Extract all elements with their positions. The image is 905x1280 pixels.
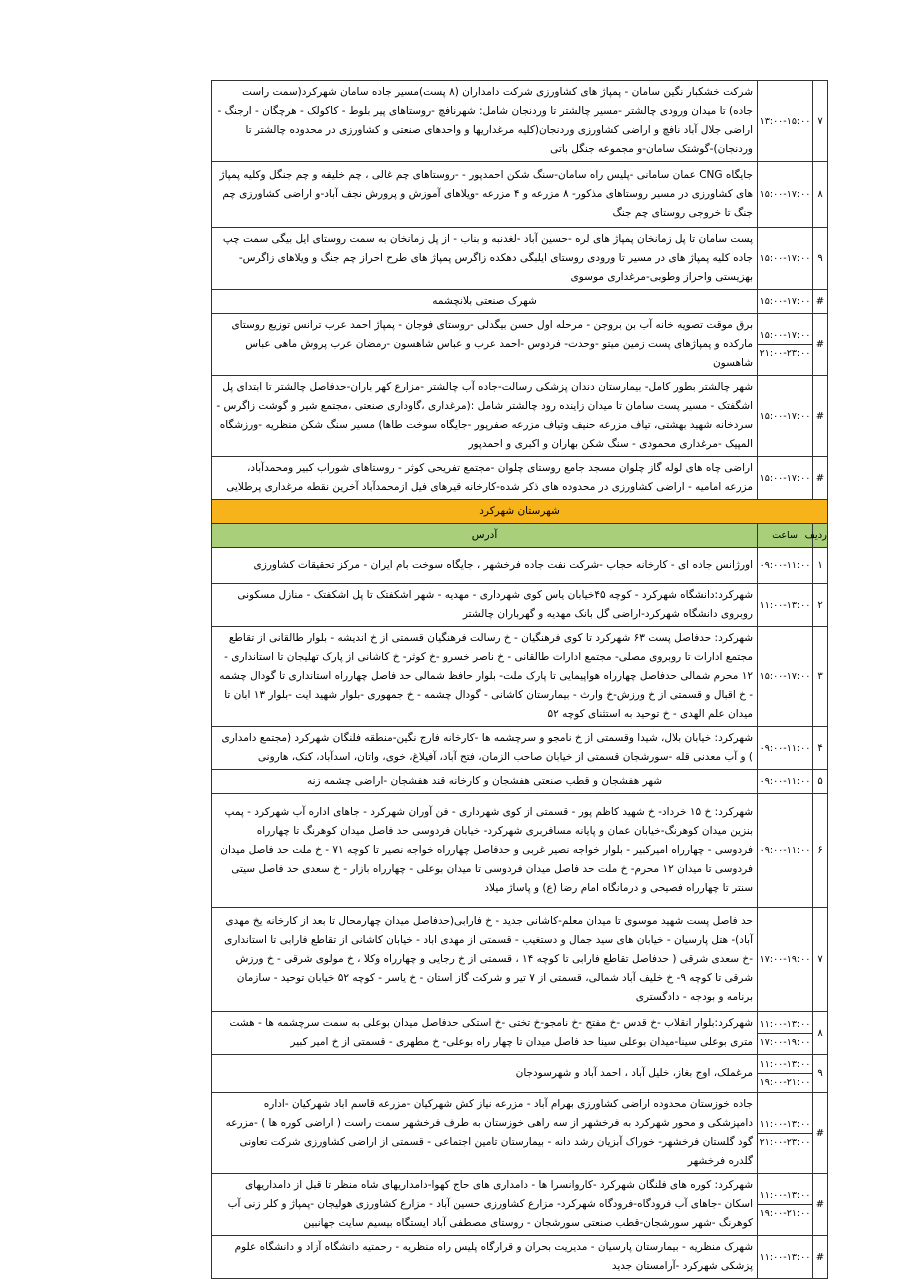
time-cell xyxy=(758,727,813,770)
time-range: ۱۵:۰۰-۱۷:۰۰ xyxy=(759,189,811,200)
time-cell xyxy=(758,376,813,457)
time-cell xyxy=(758,584,813,627)
address-cell: شرکت خشکبار نگین سامان - پمپاژ های کشاورزی شرکت دامداران (۸ پست)مسیر جاده سامان شهرکرد(سمت راست جاده) تا میدان ورودی چالشتر -مسیر چالشتر تا وردنجان شامل: شهرنافچ -روستاهای پیر بلوط - کاکولک - هرچگان - ارجنگ - اراضی جلال آباد نافچ و اراضی کشاورزی وردنجان(کلیه مرغداریها و واحدهای صنعتی و کشاورزی در محدوده چالشتر تا وردنجان)-گوشتک سامان-و مجموعه جنگل باتی xyxy=(212,81,758,162)
time-range: ۰۹:۰۰-۱۱:۰۰ xyxy=(759,560,811,571)
address-cell: مرغملک، اوج بغاز، خلیل آباد ، احمد آباد و شهرسودجان xyxy=(212,1055,758,1093)
time-cell xyxy=(758,1093,813,1174)
time-cell xyxy=(758,1174,813,1236)
row-number: # xyxy=(813,290,828,314)
time-cell xyxy=(758,228,813,290)
table-row xyxy=(212,1174,828,1236)
time-range: ۱۹:۰۰-۲۱:۰۰ xyxy=(758,1073,812,1091)
time-range: ۱۱:۰۰-۱۳:۰۰ xyxy=(759,1251,811,1263)
table-row xyxy=(212,1012,828,1055)
time-range: ۱۵:۰۰-۱۷:۰۰ xyxy=(759,410,811,422)
row-number: ۷ xyxy=(813,81,828,162)
table-row xyxy=(212,1055,828,1093)
time-range: ۱۹:۰۰-۲۱:۰۰ xyxy=(758,1204,812,1222)
time-cell xyxy=(758,1055,813,1093)
row-number: ۵ xyxy=(813,770,828,794)
table-row xyxy=(212,457,828,500)
time-cell xyxy=(758,548,813,584)
header-time: ساعت xyxy=(758,524,813,548)
time-range: ۱۵:۰۰-۱۷:۰۰ xyxy=(759,671,811,682)
county-title: شهرستان شهرکرد xyxy=(212,500,828,524)
row-number: # xyxy=(813,314,828,376)
time-range: ۰۹:۰۰-۱۱:۰۰ xyxy=(759,742,811,754)
address-cell: شهرکرد: خ ۱۵ خرداد- خ شهید کاظم پور - قسمتی از کوی شهرداری - فن آوران شهرکرد - جاهای اداره آب شهرکرد - پمپ بنزین میدان کوهرنگ-خیابان عمان و پایانه مسافربری شهرکرد- خیابان فردوسی حد فاصل میدان کوهرنگ تا چهارراه فردوسی - چهارراه امیرکبیر - بلوار خواجه نصیر غربی و حدفاصل چهارراه خواجه نصیر تا کوچه ۷۱ - خ ملت حد فاصل میدان فردوسی تا میدان ۱۲ محرم- خ ملت حد فاصل میدان فردوسی تا میدان بوعلی - چهارراه بازار - خ سعدی حد فاصل سیتی سنتر تا چهارراه فصیحی و درمانگاه امام رضا (ع) و پاساژ میلاد xyxy=(212,794,758,908)
header-row-number: ردیف xyxy=(813,524,828,548)
address-cell: برق موقت تصویه خانه آب بن بروجن - مرحله اول حسن بیگدلی -روستای فوجان - پمپاژ احمد عرب ترانس توزیع روستای مارکده و پمپاژهای پست زمین میتو -وحدت- فردوس -احمد عرب و عباس شاهسون -رمضان عرب پروش ماهی عباس شاهسون xyxy=(212,314,758,376)
address-cell: اورژانس جاده ای - کارخانه حجاب -شرکت نفت جاده فرخشهر ، جایگاه سوخت بام ایران - مرکز تحقیقات کشاورزی xyxy=(212,548,758,584)
table-row xyxy=(212,548,828,584)
address-cell: شهرکرد:بلوار انقلاب -خ قدس -خ مفتح -خ نامجو-خ تختی -خ استکی حدفاصل میدان بوعلی به سمت سرچشمه ها - هشت متری بوعلی سینا-میدان بوعلی سینا حد فاصل میدان تا چهار راه بوعلی- خ مطهری - قسمتی از خ امیر کبیر xyxy=(212,1012,758,1055)
address-cell: اراضی چاه های لوله گاز چلوان مسجد جامع روستای چلوان -مجتمع تفریحی کوثر - روستاهای شوراب کبیر ومحمدآباد، مزرعه امامیه - اراضی کشاورزی در محدوده های ذکر شده-کارخانه قیرهای فیل ازمحمدآباد آخرین نقطه مرغداری پرطلایی xyxy=(212,457,758,500)
table-row xyxy=(212,908,828,1012)
time-cell xyxy=(758,794,813,908)
header-address: آدرس xyxy=(212,524,758,548)
address-cell: شهرکرد: حدفاصل پست ۶۳ شهرکرد تا کوی فرهنگیان - خ رسالت فرهنگیان قسمتی از خ اندیشه - بلوار طالقانی از تقاطع مجتمع ادارات تا روبروی مصلی- مجتمع ادارات طالقانی - خ ناصر خسرو -خ کوثر- خ کاشانی از پارک تهلیجان تا استانداری - ۱۲ محرم شمالی حدفاصل چهارراه هواپیمایی تا پارک ملت- بلوار حافظ شمالی حد فاصل چهارراه استانداری تا گودال چشمه - خ اقبال و قسمتی از خ ورزش-خ وارث - بیمارستان کاشانی - گودال چشمه - خ جمهوری -بلوار شهید ایت -بلوار ۱۳ ابان تا میدان علم الهدی - خ توحید به استثنای کوچه ۵۲ xyxy=(212,627,758,727)
time-cell xyxy=(758,162,813,228)
table-row xyxy=(212,228,828,290)
time-range: ۰۹:۰۰-۱۱:۰۰ xyxy=(759,845,811,856)
address-cell: جاده خوزستان محدوده اراضی کشاورزی بهرام آباد - مزرعه نیاز کش شهرکیان -مزرعه قاسم اباد شهرکیان -اداره دامپزشکی و محور شهرکرد به فرخشهر از سه راهی خوزستان به طرف فرخشهر سمت راست ( اراضی کوره ها ) -مزرعه گود گلستان فرخشهر- خوراک آبزیان رشد دانه - بیمارستان تامین اجتماعی - قسمتی از اراضی کشاورزی شرکت تعاونی گلدره فرخشهر xyxy=(212,1093,758,1174)
time-range: ۱۱:۰۰-۱۳:۰۰ xyxy=(759,1018,811,1030)
time-range: ۱۱:۰۰-۱۳:۰۰ xyxy=(759,1059,811,1070)
time-cell xyxy=(758,770,813,794)
time-range: ۱۵:۰۰-۱۷:۰۰ xyxy=(759,296,811,307)
row-number: # xyxy=(813,376,828,457)
time-range: ۱۷:۰۰-۱۹:۰۰ xyxy=(758,1033,812,1051)
address-cell: شهر چالشتر بطور کامل- بیمارستان دندان پزشکی رسالت-جاده آب چالشتر -مزارع کهر باران-حدفاصل چالشتر تا ابتدای پل اشگفتک - مسیر پست سامان تا میدان زاینده رود چالشتر شامل :(مرغداری ،گاوداری صنعتی ،مجتمع شیر و گوشت زاگرس - سردخانه شهید بهشتی، تیاف مزرعه حنیف وتیاف مزرعه صفرپور -جایگاه سوخت طاها) مسیر سنگ شکن منظریه -ورزشگاه المپیک -مرغداری محمودی - سنگ شکن بهاران و اکبری و احمدپور xyxy=(212,376,758,457)
time-range: ۱۵:۰۰-۱۷:۰۰ xyxy=(759,472,811,484)
table-row xyxy=(212,627,828,727)
address-cell: شهر هفشجان و قطب صنعتی هفشجان و کارخانه قند هفشجان -اراضی چشمه زنه xyxy=(212,770,758,794)
table-row xyxy=(212,1236,828,1279)
table-row xyxy=(212,770,828,794)
table-row xyxy=(212,162,828,228)
row-number: ۹ xyxy=(813,228,828,290)
table-row xyxy=(212,727,828,770)
time-range: ۱۵:۰۰-۱۷:۰۰ xyxy=(759,330,811,341)
time-range: ۱۱:۰۰-۱۳:۰۰ xyxy=(759,1118,811,1130)
table-row xyxy=(212,376,828,457)
table-row xyxy=(212,1093,828,1174)
address-cell: جایگاه CNG عمان سامانی -پلیس راه سامان-سنگ شکن احمدپور - -روستاهای چم غالی ، چم خلیفه و چم جنگل وکلیه پمپاژ های کشاورزی در مسیر روستاهای مذکور- ۸ مزرعه و ۴ مزرعه -ویلاهای آموزش و پرورش نجف آباد-و اراضی کشاورزی چم جنگ تا خروجی روستای چم جنگ xyxy=(212,162,758,228)
address-cell: شهرک صنعتی بلانچشمه xyxy=(212,290,758,314)
county-banner xyxy=(212,500,828,524)
address-cell: حد فاصل پست شهید موسوی تا میدان معلم-کاشانی جدید - خ فارابی(حدفاصل میدان چهارمحال تا بعد از کارخانه یخ مهدی آباد)- هتل پارسیان - خیابان های سید جمال و دستغیب - قسمتی از مهدی اباد - خیابان کاشانی از تقاطع فارابی تا استانداری -خ سعدی شرقی ( حدفاصل تقاطع فارابی تا کوچه ۱۴ ، قسمتی از خ رجایی و چهارراه وکلا ، خ مولوی شرقی - خ ورزش شرقی تا کوچه ۹- خ خلیف آباد شمالی، قسمتی از ۷ تیر و شرکت گاز استان - خ یاسر - کوچه ۵۲ خیابان توحید - سازمان برنامه و بودجه - دادگستری xyxy=(212,908,758,1012)
row-number: ۸ xyxy=(813,162,828,228)
row-number: ۷ xyxy=(813,908,828,1012)
outage-schedule-table xyxy=(211,80,828,1279)
address-cell: پست سامان تا پل زمانخان پمپاژ های لره -حسین آباد -لغدنبه و بناب - از پل زمانخان به سمت روستای ایل بیگی سمت چپ جاده کلیه پمپاژ های در مسیر تا ورودی روستای ایلبگی دهکده زاگرس پمپاژ های طرح احراز چم جنگ و ویلاهای زاگرس- بهزیستی واحراز وطوبی-مرغداری موسوی xyxy=(212,228,758,290)
time-range: ۰۹:۰۰-۱۱:۰۰ xyxy=(759,776,811,787)
row-number: ۹ xyxy=(813,1055,828,1093)
table-header xyxy=(212,524,828,548)
time-cell xyxy=(758,290,813,314)
time-range: ۱۱:۰۰-۱۳:۰۰ xyxy=(759,1190,811,1201)
table-row xyxy=(212,290,828,314)
time-range: ۱۷:۰۰-۱۹:۰۰ xyxy=(759,954,811,965)
row-number: ۸ xyxy=(813,1012,828,1055)
time-cell xyxy=(758,457,813,500)
time-cell xyxy=(758,314,813,376)
row-number: ۴ xyxy=(813,727,828,770)
time-cell xyxy=(758,1012,813,1055)
row-number: ۶ xyxy=(813,794,828,908)
address-cell: شهرکرد: خیابان بلال، شیدا وقسمتی از خ نامجو و سرچشمه ها -کارخانه فارج نگین-منطقه فلنگان شهرکرد (مجتمع دامداری ) و آب معدنی قله -سورشجان قسمتی از خیابان صاحب الزمان، فتح آباد، آفیلاغ، خوی، واتان، اسدآباد، کنک، هارونی xyxy=(212,727,758,770)
address-cell: شهرکرد: کوره های فلنگان شهرکرد -کاروانسرا ها - دامداری های حاج کهوا-دامداریهای شاه منظر تا قبل از دامداریهای اسکان -جاهای آب فرودگاه-فرودگاه شهرکرد- مزارع کشاورزی حسین آباد - مزارع کشاورزی هولیجان -پمپاژ و کلر زنی آب کوهرنگ -شهر سورشجان-قطب صنعتی سورشجان - روستای مصطفی آباد ایستگاه بیسیم سایت جهانبین xyxy=(212,1174,758,1236)
table-row xyxy=(212,314,828,376)
time-range: ۱۱:۰۰-۱۳:۰۰ xyxy=(759,599,811,611)
time-cell xyxy=(758,81,813,162)
table-row xyxy=(212,794,828,908)
row-number: ۳ xyxy=(813,627,828,727)
address-cell: شهرک منظریه - بیمارستان پارسیان - مدیریت بحران و قرارگاه پلیس راه منظریه - رحمتیه دانشگاه آزاد و دانشگاه علوم پزشکی شهرکرد -آرامستان جدید xyxy=(212,1236,758,1279)
time-range: ۲۱:۰۰-۲۳:۰۰ xyxy=(758,344,812,362)
row-number: ۲ xyxy=(813,584,828,627)
row-number: # xyxy=(813,457,828,500)
row-number: # xyxy=(813,1174,828,1236)
table-row xyxy=(212,81,828,162)
row-number: # xyxy=(813,1093,828,1174)
time-cell xyxy=(758,908,813,1012)
address-cell: شهرکرد:دانشگاه شهرکرد - کوچه ۴۵خیابان یاس کوی شهرداری - مهدیه - شهر اشکفتک تا پل اشکفتک - منازل مسکونی روبروی دانشگاه شهرکرد-اراضی گل بانک مهدیه و گهرباران چالشتر xyxy=(212,584,758,627)
time-cell xyxy=(758,627,813,727)
time-cell xyxy=(758,1236,813,1279)
table-row xyxy=(212,584,828,627)
time-range: ۱۵:۰۰-۱۷:۰۰ xyxy=(759,253,811,264)
row-number: # xyxy=(813,1236,828,1279)
time-range: ۱۳:۰۰-۱۵:۰۰ xyxy=(759,115,811,127)
row-number: ۱ xyxy=(813,548,828,584)
time-range: ۲۱:۰۰-۲۳:۰۰ xyxy=(758,1133,812,1151)
